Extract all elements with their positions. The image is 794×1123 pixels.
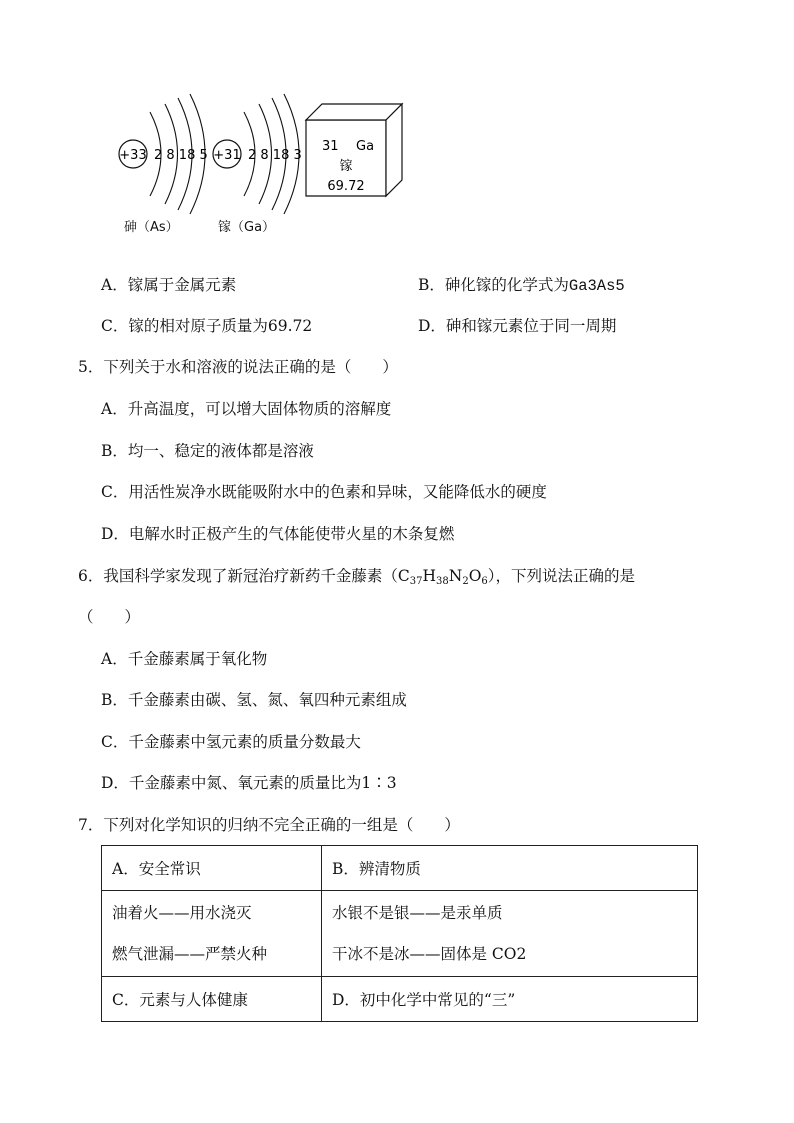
cube-atomic-mass: 69.72 [327, 179, 365, 194]
as-nucleus-label: +33 [119, 148, 147, 163]
cube-element-name: 镓 [339, 159, 353, 174]
as-caption: 砷（As） [124, 220, 179, 235]
table-cell-d-header: D．初中化学中常见的“三” [322, 977, 698, 1022]
atom-structure-figure [110, 92, 410, 262]
table-cell-c-header: C．元素与人体健康 [102, 977, 322, 1022]
ga-shell-numbers: 2 8 18 3 [248, 148, 302, 163]
table-row [102, 977, 698, 1022]
q5-stem: 5．下列关于水和溶液的说法正确的是（ ） [78, 358, 398, 376]
q4-option-a: A．镓属于金属元素 [101, 276, 237, 294]
as-shell-numbers: 2 8 18 5 [154, 148, 208, 163]
table-cell-a-content [102, 891, 322, 977]
table-cell-a-header: A．安全常识 [102, 846, 322, 891]
q4-option-c: C．镓的相对原子质量为69.72 [101, 317, 313, 335]
q6-option-b: B．千金藤素由碳、氢、氮、氧四种元素组成 [101, 691, 407, 709]
table-cell-b-header: B．辨清物质 [322, 846, 698, 891]
q6-option-d: D．千金藤素中氮、氧元素的质量比为1∶3 [101, 774, 397, 792]
cube-symbol: Ga [356, 139, 375, 154]
q5-option-d: D．电解水时正极产生的气体能使带火星的木条复燃 [101, 525, 455, 543]
q5-option-b: B．均一、稳定的液体都是溶液 [101, 442, 314, 460]
q7-table [101, 845, 698, 1022]
q6-stem-prefix: 6．我国科学家发现了新冠治疗新药千金藤素（ [78, 567, 398, 585]
q5-option-a: A．升高温度，可以增大固体物质的溶解度 [101, 400, 392, 418]
table-row [102, 891, 698, 977]
q6-option-c: C．千金藤素中氢元素的质量分数最大 [101, 733, 361, 751]
atom-diagram-svg [110, 92, 410, 262]
ga-caption: 镓（Ga） [218, 220, 276, 235]
q4-option-b-formula: Ga3As5 [568, 277, 625, 295]
q4-option-b-text: B．砷化镓的化学式为 [418, 276, 569, 294]
cube-side [386, 104, 402, 196]
ga-nucleus-label: +31 [213, 148, 241, 163]
table-row [102, 846, 698, 891]
q6-stem-suffix: ），下列说法正确的是 [487, 567, 636, 585]
q6-formula: $C_{37}H_{38}N_2O_6$ [397, 567, 488, 587]
q7-stem: 7．下列对化学知识的归纳不完全正确的一组是（ ） [78, 816, 460, 834]
a-item-1: 油着火——用水浇灭 [112, 904, 252, 922]
q4-option-b [418, 275, 625, 296]
b-item-2: 干冰不是冰——固体是 CO2 [332, 945, 527, 963]
q4-option-d: D．砷和镓元素位于同一周期 [418, 317, 617, 335]
q6-answer-bracket: （ ） [78, 608, 141, 626]
q6-stem [78, 566, 635, 592]
cube-atomic-number: 31 [322, 139, 339, 154]
q5-option-c: C．用活性炭净水既能吸附水中的色素和异味，又能降低水的硬度 [101, 483, 547, 501]
q6-option-a: A．千金藤素属于氧化物 [101, 650, 268, 668]
table-cell-b-content [322, 891, 698, 977]
a-item-2: 燃气泄漏——严禁火种 [112, 945, 268, 963]
b-item-1: 水银不是银——是汞单质 [332, 904, 503, 922]
